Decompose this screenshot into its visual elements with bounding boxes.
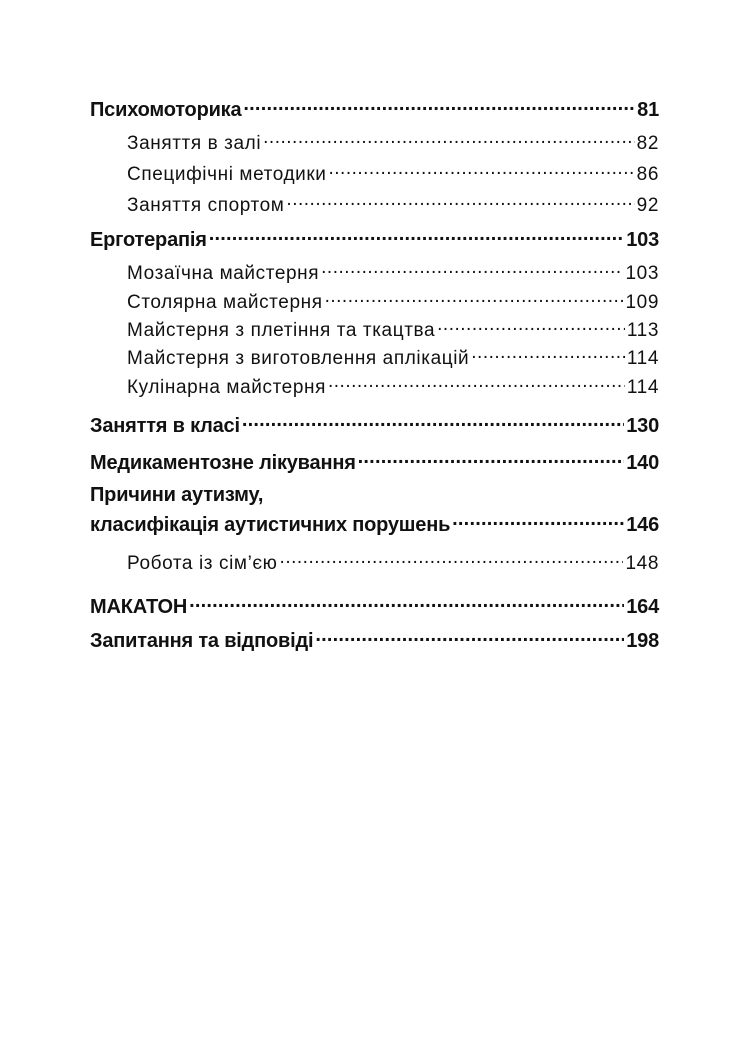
toc-entry-carpentry-workshop[interactable] <box>127 289 659 314</box>
toc-entry-sports-activities[interactable] <box>127 192 659 217</box>
toc-entry-applique-workshop[interactable] <box>127 345 659 370</box>
dot-leader <box>452 511 624 531</box>
toc-entry-title: класифікація аутистичних порушень <box>90 514 451 536</box>
toc-entry-page: 114 <box>626 348 659 369</box>
toc-entry-page: 82 <box>636 133 659 154</box>
toc-entry-title: Кулінарна майстерня <box>127 377 326 398</box>
toc-entry-title: Заняття спортом <box>127 195 285 216</box>
toc-entry-page: 103 <box>626 229 659 251</box>
toc-entry-title: Робота із сім’єю <box>127 553 278 574</box>
dot-leader <box>243 96 635 116</box>
toc-entry-page: 146 <box>626 514 659 536</box>
toc-entry-title: Майстерня з виготовлення аплікацій <box>127 348 470 369</box>
dot-leader <box>242 412 624 432</box>
toc-entry-page: 113 <box>626 320 659 341</box>
dot-leader <box>328 161 634 180</box>
toc-entry-classroom-lessons[interactable] <box>90 412 659 438</box>
toc-entry-makaton[interactable] <box>90 593 659 619</box>
dot-leader <box>358 449 625 469</box>
dot-leader <box>263 130 635 149</box>
dot-leader <box>315 627 624 647</box>
dot-leader <box>321 260 623 279</box>
toc-entry-title: МАКАТОН <box>90 596 188 618</box>
toc-entry-title: Запитання та відповіді <box>90 630 314 652</box>
toc-entry-ergotherapy[interactable] <box>90 226 659 252</box>
dot-leader <box>189 593 624 613</box>
toc-entry-medication[interactable] <box>90 449 659 475</box>
toc-entry-title: Заняття в класі <box>90 415 240 437</box>
toc-entry-title: Мозаїчна майстерня <box>127 263 320 284</box>
toc-entry-title: Специфічні методики <box>127 164 327 185</box>
toc-entry-title: Столярна майстерня <box>127 292 323 313</box>
toc-entry-autism-classification[interactable] <box>90 511 659 537</box>
toc-entry-page: 164 <box>626 596 659 618</box>
toc-entry-page: 103 <box>625 263 659 284</box>
toc-entry-title: Медикаментозне лікування <box>90 452 356 474</box>
dot-leader <box>471 345 625 364</box>
toc-entry-family-work[interactable] <box>127 550 659 575</box>
toc-entry-page: 140 <box>626 452 659 474</box>
toc-entry-questions-answers[interactable] <box>90 627 659 653</box>
dot-leader <box>209 226 625 246</box>
toc-entry-page: 148 <box>625 553 659 574</box>
toc-entry-title: Заняття в залі <box>127 133 262 154</box>
toc-entry-page: 109 <box>625 292 659 313</box>
dot-leader <box>437 317 625 336</box>
dot-leader <box>328 374 625 393</box>
toc-entry-title: Майстерня з плетіння та ткацтва <box>127 320 436 341</box>
toc-entry-mosaic-workshop[interactable] <box>127 260 659 285</box>
toc-entry-title: Психомоторика <box>90 99 242 121</box>
toc-entry-title: Ерготерапія <box>90 229 207 251</box>
dot-leader <box>325 289 624 308</box>
toc-entry-page: 86 <box>636 164 659 185</box>
toc-entry-autism-causes-line1[interactable]: Причини аутизму, <box>90 484 264 506</box>
toc-entry-culinary-workshop[interactable] <box>127 374 659 399</box>
toc-entry-page: 198 <box>626 630 659 652</box>
toc-entry-psychomotorics[interactable] <box>90 96 659 122</box>
dot-leader <box>280 550 624 569</box>
toc-entry-page: 130 <box>626 415 659 437</box>
toc-entry-specific-methods[interactable] <box>127 161 659 186</box>
dot-leader <box>286 192 634 211</box>
toc-entry-weaving-workshop[interactable] <box>127 317 659 342</box>
toc-entry-gym-classes[interactable] <box>127 130 659 155</box>
toc-entry-page: 92 <box>636 195 659 216</box>
toc-entry-page: 114 <box>626 377 659 398</box>
toc-entry-page: 81 <box>637 99 659 121</box>
